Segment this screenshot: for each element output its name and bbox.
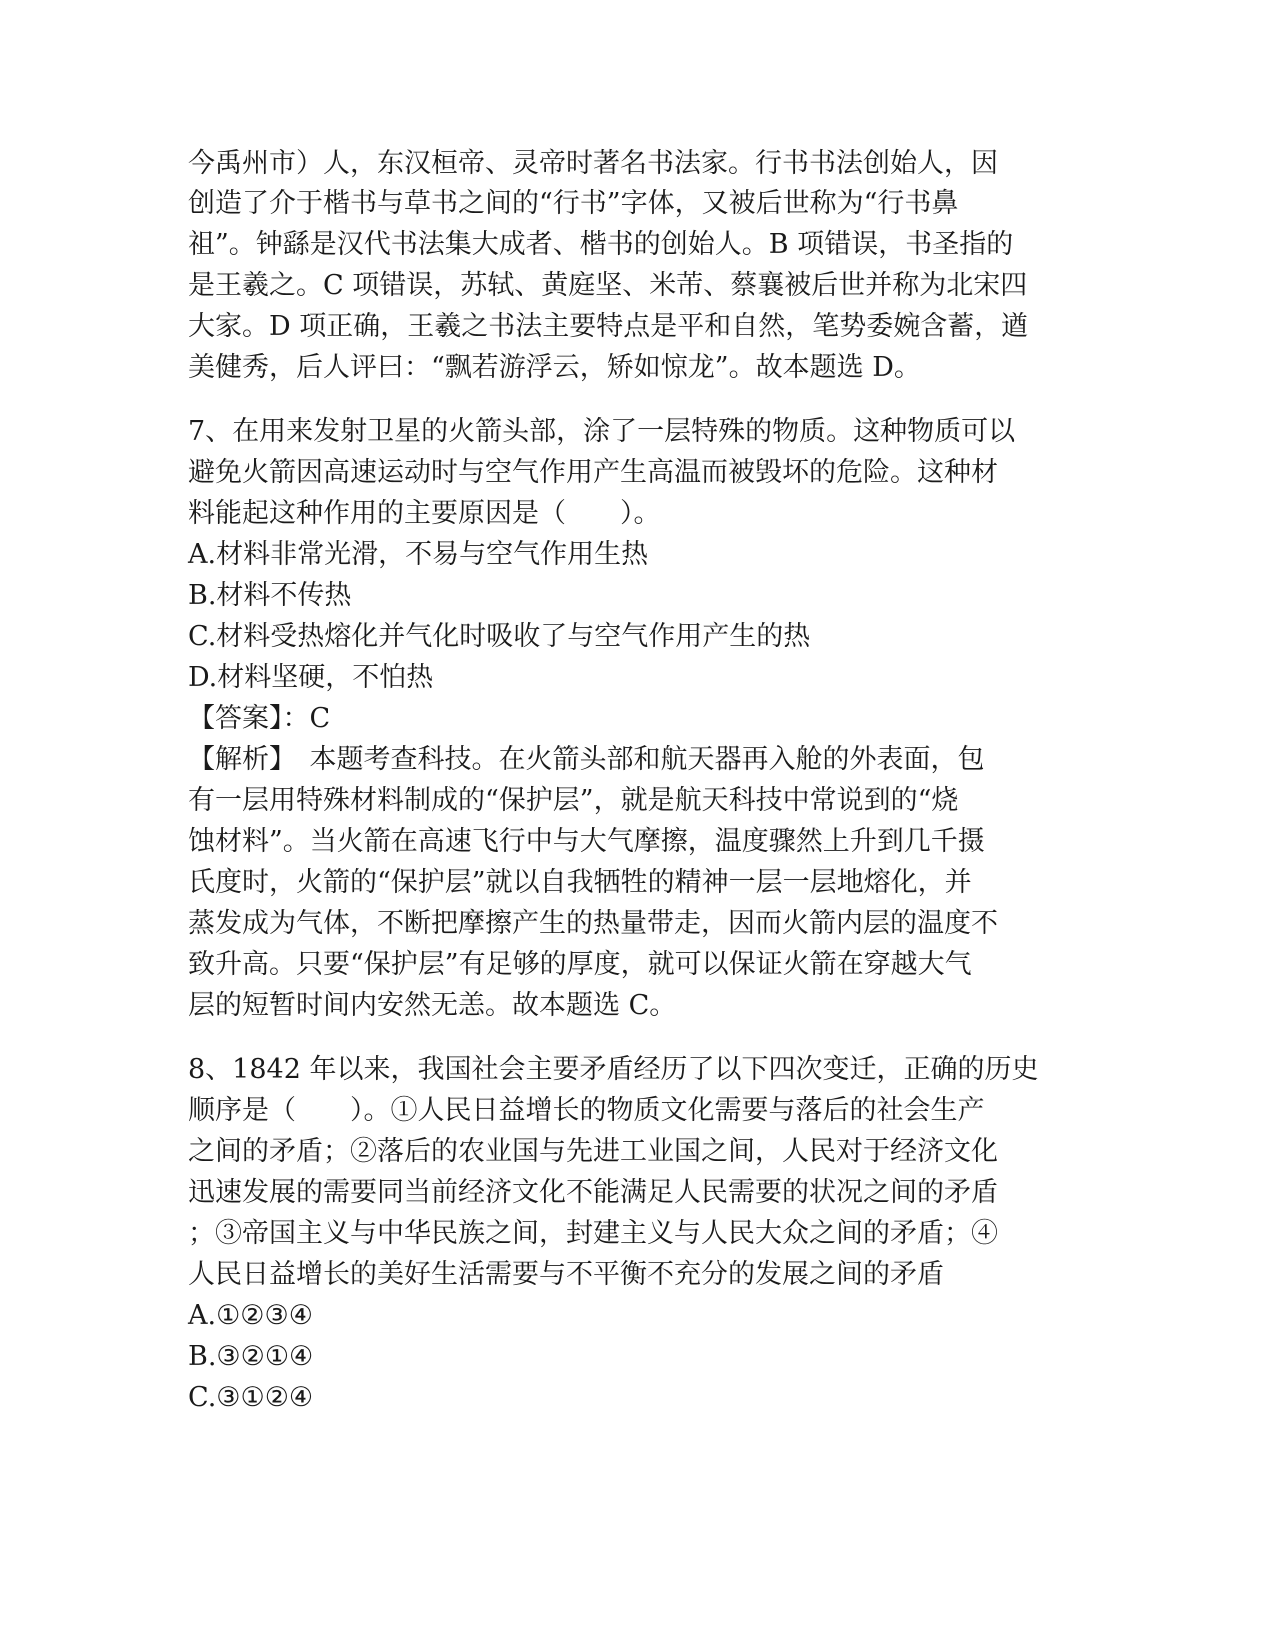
option-b: B.③②①④ bbox=[188, 1341, 314, 1372]
text-line: 美健秀，后人评曰：“飘若游浮云，矫如惊龙”。故本题选 D。 bbox=[188, 352, 921, 383]
explanation-line: 致升高。只要“保护层”有足够的厚度，就可以保证火箭在穿越大气 bbox=[188, 949, 972, 980]
option-a: A.①②③④ bbox=[188, 1300, 313, 1331]
text-line: 创造了介于楷书与草书之间的“行书”字体，又被后世称为“行书鼻 bbox=[188, 188, 959, 219]
text-line: 祖”。钟繇是汉代书法集大成者、楷书的创始人。B 项错误，书圣指的 bbox=[188, 229, 1014, 260]
explanation-line: 有一层用特殊材料制成的“保护层”，就是航天科技中常说到的“烧 bbox=[188, 785, 959, 816]
question-stem-line: 8、1842 年以来，我国社会主要矛盾经历了以下四次变迁，正确的历史 bbox=[188, 1054, 1039, 1085]
option-d: D.材料坚硬，不怕热 bbox=[188, 662, 434, 693]
question-stem-line: 料能起这种作用的主要原因是（ ）。 bbox=[188, 498, 661, 529]
question-stem-line: 迅速发展的需要同当前经济文化不能满足人民需要的状况之间的矛盾 bbox=[188, 1177, 998, 1208]
question-stem-line: 顺序是（ ）。①人民日益增长的物质文化需要与落后的社会生产 bbox=[188, 1095, 985, 1126]
question-stem-line: 之间的矛盾；②落后的农业国与先进工业国之间，人民对于经济文化 bbox=[188, 1136, 998, 1167]
text-line: 今禹州市）人，东汉桓帝、灵帝时著名书法家。行书书法创始人，因 bbox=[188, 148, 998, 179]
text-line: 大家。D 项正确，王羲之书法主要特点是平和自然，笔势委婉含蓄，遒 bbox=[188, 311, 1029, 342]
explanation-line: 蒸发成为气体，不断把摩擦产生的热量带走，因而火箭内层的温度不 bbox=[188, 908, 998, 939]
question-stem-line: 7、在用来发射卫星的火箭头部，涂了一层特殊的物质。这种物质可以 bbox=[188, 416, 1016, 447]
explanation-line: 层的短暂时间内安然无恙。故本题选 C。 bbox=[188, 990, 677, 1021]
question-stem-line: 人民日益增长的美好生活需要与不平衡不充分的发展之间的矛盾 bbox=[188, 1259, 944, 1290]
explanation-line: 蚀材料”。当火箭在高速飞行中与大气摩擦，温度骤然上升到几千摄 bbox=[188, 826, 985, 857]
option-c: C.材料受热熔化并气化时吸收了与空气作用产生的热 bbox=[188, 621, 811, 652]
question-stem-line: 避免火箭因高速运动时与空气作用产生高温而被毁坏的危险。这种材 bbox=[188, 457, 998, 488]
option-c: C.③①②④ bbox=[188, 1382, 314, 1413]
explanation-line: 氏度时，火箭的“保护层”就以自我牺牲的精神一层一层地熔化，并 bbox=[188, 867, 972, 898]
option-a: A.材料非常光滑，不易与空气作用生热 bbox=[188, 539, 649, 570]
answer-line: 【答案】：C bbox=[188, 703, 331, 734]
question-stem-line: ；③帝国主义与中华民族之间，封建主义与人民大众之间的矛盾；④ bbox=[188, 1218, 998, 1249]
option-b: B.材料不传热 bbox=[188, 580, 352, 611]
text-line: 是王羲之。C 项错误，苏轼、黄庭坚、米芾、蔡襄被后世并称为北宋四 bbox=[188, 270, 1028, 301]
explanation-line: 【解析】 本题考查科技。在火箭头部和航天器再入舱的外表面，包 bbox=[188, 744, 985, 775]
